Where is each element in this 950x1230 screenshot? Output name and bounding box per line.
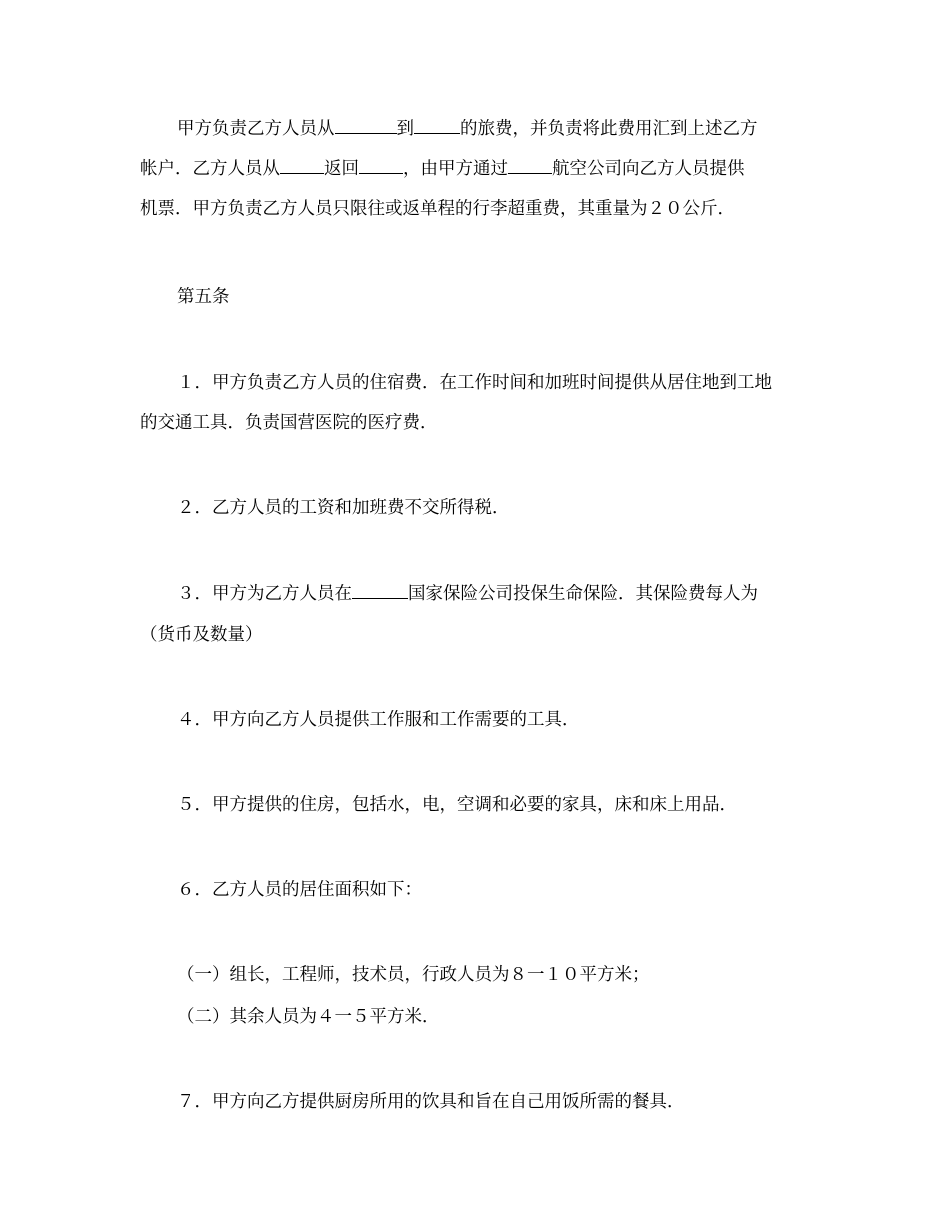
item-4: ４．甲方向乙方人员提供工作服和工作需要的工具． (177, 710, 580, 730)
item-6: ６．乙方人员的居住面积如下： (177, 880, 422, 900)
blank-return-to (359, 157, 403, 174)
text: 返回 (324, 159, 359, 179)
item-2: ２．乙方人员的工资和加班费不交所得税． (177, 498, 510, 518)
blank-return-from (280, 157, 324, 174)
blank-airline (508, 157, 552, 174)
item-1-line-2: 的交通工具．负责国营医院的医疗费． (140, 413, 438, 433)
text: 帐户．乙方人员从 (140, 159, 280, 179)
text: ，由甲方通过 (403, 159, 508, 179)
item-5: ５．甲方提供的住房，包括水，电，空调和必要的家具，床和床上用品． (177, 795, 737, 815)
travel-line-2 (140, 157, 745, 180)
item-3-line-1 (177, 582, 758, 605)
item-7: ７．甲方向乙方提供厨房所用的饮具和旨在自己用饭所需的餐具． (177, 1092, 685, 1112)
text: 国家保险公司投保生命保险．其保险费每人为 (408, 584, 758, 604)
text: 的旅费，并负责将此费用汇到上述乙方 (460, 119, 758, 139)
item-6-sub-1: （一）组长，工程师，技术员，行政人员为８一１０平方米； (177, 965, 650, 985)
text: 到 (396, 119, 414, 139)
blank-country (352, 582, 408, 599)
item-1-line-1: １．甲方负责乙方人员的住宿费．在工作时间和加班时间提供从居住地到工地 (177, 373, 772, 393)
item-6-sub-2: （二）其余人员为４一５平方米． (177, 1007, 440, 1027)
text: 甲方负责乙方人员从 (177, 119, 335, 139)
text: ３．甲方为乙方人员在 (177, 584, 352, 604)
item-3-line-2: （货币及数量） (140, 625, 263, 645)
travel-line-3: 机票．甲方负责乙方人员只限往或返单程的行李超重费，其重量为２０公斤． (140, 199, 735, 219)
travel-line-1 (177, 117, 758, 140)
article-heading: 第五条 (177, 287, 230, 307)
blank-from (335, 117, 397, 134)
text: 航空公司向乙方人员提供 (552, 159, 745, 179)
blank-to (414, 117, 460, 134)
